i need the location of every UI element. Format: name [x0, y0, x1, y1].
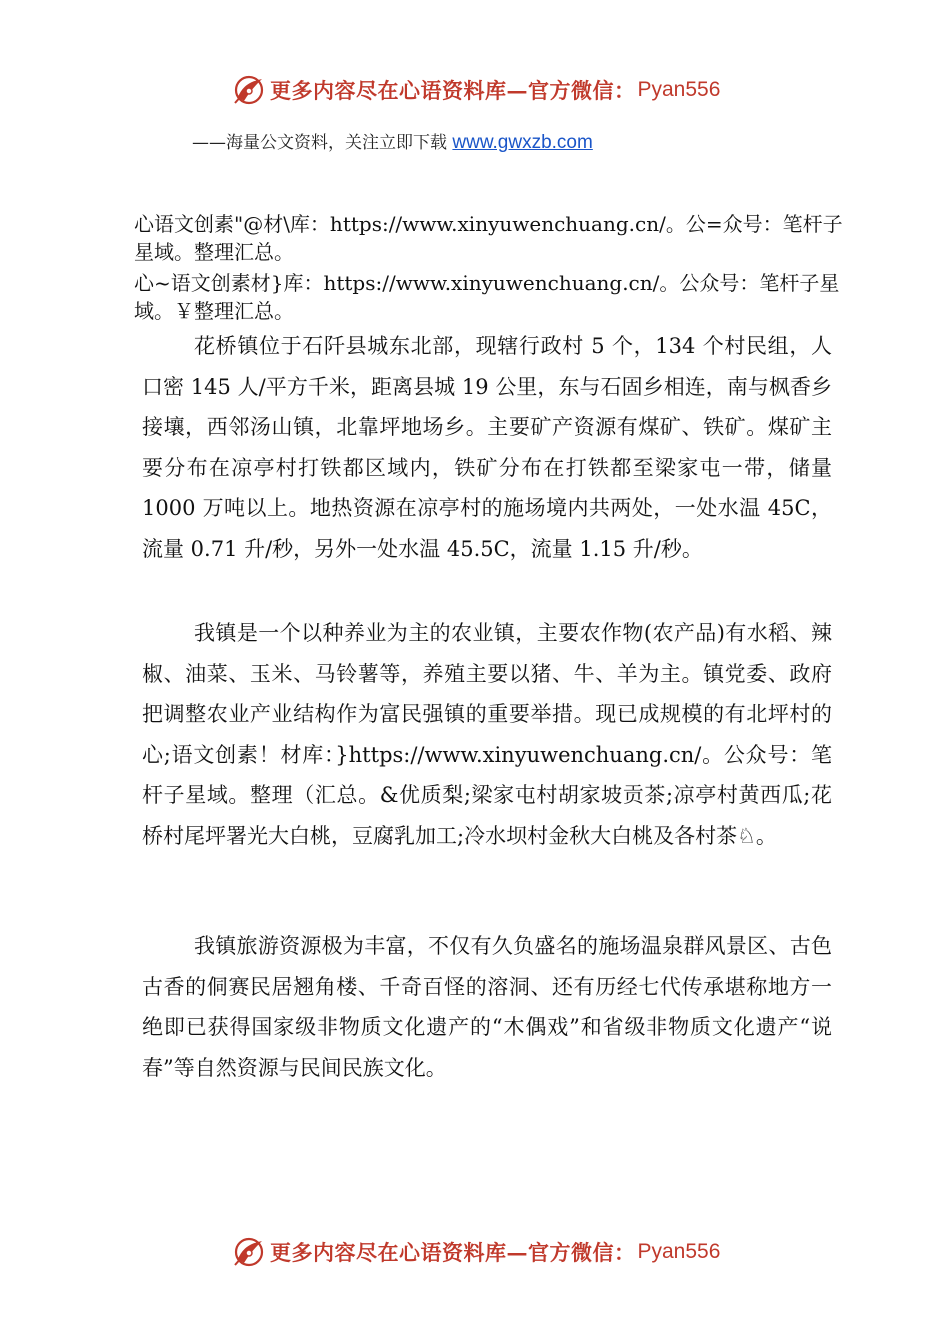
banner-text: 更多内容尽在心语资料库—官方微信：: [270, 1240, 636, 1265]
body-paragraph: 我镇是一个以种养业为主的农业镇，主要农作物(农产品)有水稻、辣椒、油菜、玉米、马铃薯等，养殖主要以猪、牛、羊为主。镇党委、政府把调整农业产业结构作为富民强镇的重要举措。现已成规模的有北坪村的心;语文创素！材库：}https://www.xinyuwenchuang.cn/。公众号：笔杆子星域。整理（汇总。&优质梨;梁家屯村胡家坡贡茶;凉亭村黄西瓜;花桥村尾坪署光大白桃，豆腐乳加工;冷水坝村金秋大白桃及各村茶♘。: [142, 621, 832, 848]
body-paragraph: 我镇旅游资源极为丰富，不仅有久负盛名的施场温泉群风景区、古色古香的侗赛民居翘角楼、千奇百怪的溶洞、还有历经七代传承堪称地方一绝即已获得国家级非物质文化遗产的“木偶戏”和省级非物质文化遗产“说春”等自然资源与民间民族文化。: [142, 934, 832, 1080]
header-banner: [232, 70, 720, 110]
tagline-text: ——海量公文资料，关注立即下载: [192, 133, 453, 153]
body-paragraph: 花桥镇位于石阡县城东北部，现辖行政村 5 个，134 个村民组，人口密 145 人/平方千米，距离县城 19 公里，东与石固乡相连，南与枫香乡接壤，西邻汤山镇，北靠坪地场乡。主要矿产资源有煤矿、铁矿。煤矿主要分布在凉亭村打铁都区域内，铁矿分布在打铁都至梁家屯一带，储量 1000 万吨以上。地热资源在凉亭村的施场境内共两处，一处水温 45C， 流量 0.71 升/秒，另外一处水温 45.5C，流量 1.15 升/秒。: [142, 334, 832, 561]
brand-logo-icon: [232, 1235, 266, 1269]
footer-banner: [232, 1232, 720, 1272]
banner-wechat-id: Pyan556: [637, 1240, 721, 1263]
banner-text: 更多内容尽在心语资料库—官方微信：: [270, 78, 636, 103]
source-notice: 心~语文创素材}库：https://www.xinyuwenchuang.cn/。公众号：笔杆子星域。￥整理汇总。: [134, 271, 840, 323]
source-notice: 心语文创素"@材\库：https://www.xinyuwenchuang.cn/。公=众号：笔杆子星域。整理汇总。: [134, 212, 843, 264]
brand-logo-icon: [232, 73, 266, 107]
tagline: [192, 128, 593, 154]
banner-wechat-id: Pyan556: [637, 78, 721, 101]
download-link[interactable]: www.gwxzb.com: [452, 132, 593, 153]
